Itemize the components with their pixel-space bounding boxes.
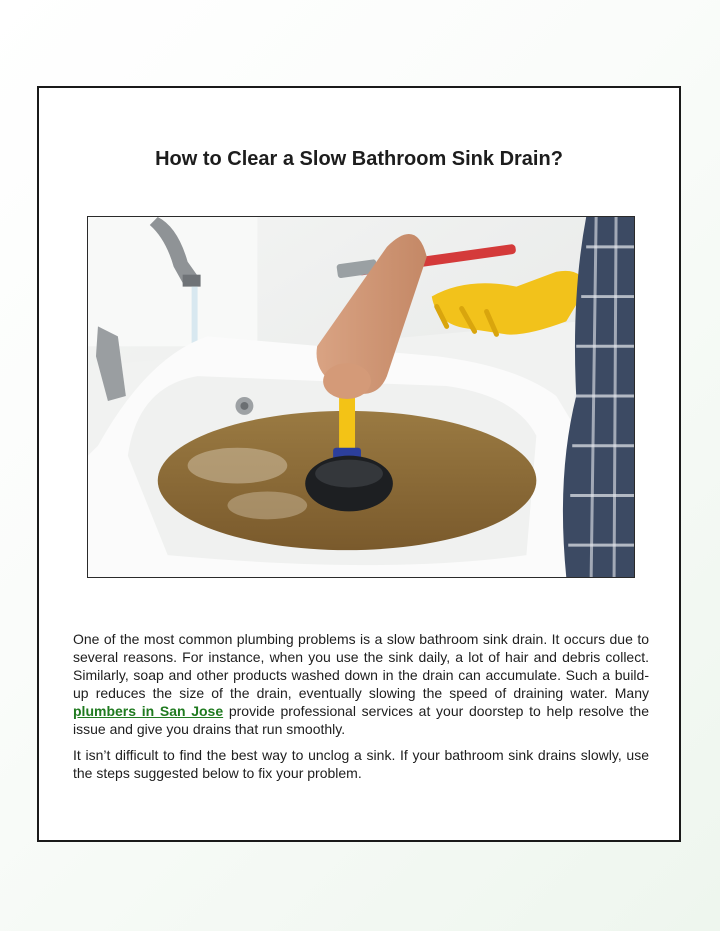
article-body (73, 630, 649, 790)
page-title: How to Clear a Slow Bathroom Sink Drain? (155, 148, 563, 170)
sink-plunger-photo (87, 216, 635, 578)
paragraph-1-text-start: One of the most common plumbing problems is a slow bathroom sink drain. It occurs due to several reasons. For instance, when you use the sink daily, a lot of hair and debris collect. Similarly, soap and other products washed down in the drain can accumulate. Such a build-up reduces the size of the drain, eventually slowing the speed of draining water. Many (73, 631, 649, 701)
paragraph-1-text-end: provide professional services at your doorstep to help resolve the issue and give you drains that run smoothly. (73, 703, 649, 737)
paragraph-1 (73, 630, 649, 738)
plumbers-san-jose-link[interactable]: plumbers in San Jose (73, 703, 224, 719)
sink-photo-illustration (88, 217, 634, 577)
paragraph-2: It isn’t difficult to find the best way to unclog a sink. If your bathroom sink drains slowly, use the steps suggested below to fix your problem. (73, 747, 649, 781)
page-frame (37, 86, 681, 842)
